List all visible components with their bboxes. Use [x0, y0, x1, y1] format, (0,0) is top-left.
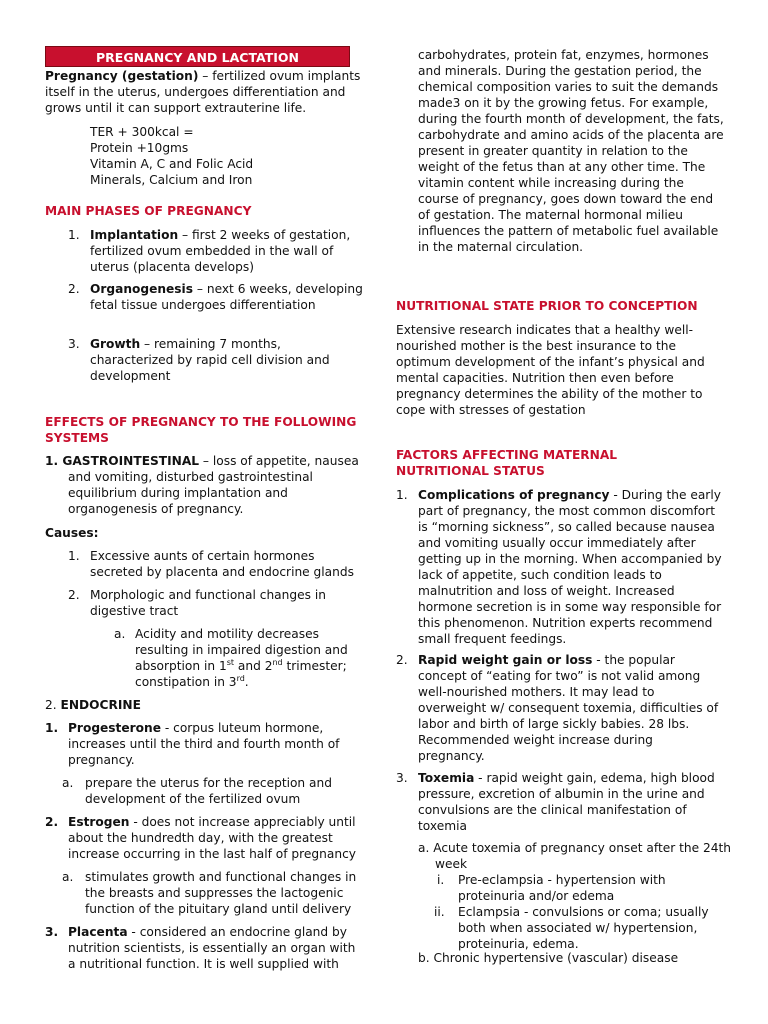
endocrine-sub-item [62, 869, 364, 917]
causes-label: Causes: [45, 526, 99, 540]
toxemia-sub-text: Pre-eclampsia - hypertension with proteinuria and/or edema [458, 873, 666, 903]
endocrine-item-term: Progesterone [68, 721, 161, 735]
toxemia-sub-label: i. [437, 873, 445, 887]
endocrine-item [45, 814, 367, 862]
endocrine-item-number: 1. [45, 721, 59, 735]
phase-number: 3. [68, 337, 80, 351]
endocrine-sub-text: prepare the uterus for the reception and development of the fertilized ovum [85, 776, 332, 806]
cause-sub-label: a. [114, 627, 126, 641]
endocrine-item-text: - does not increase appreciably until about the hundredth day, with the greatest increase occurring in the last half of pregnancy [68, 815, 356, 861]
placenta-continued: carbohydrates, protein fat, enzymes, hormones and minerals. During the gestation period, the chemical composition varies to suit the demands made3 on it by the growing fetus. For example, during the fourth month of development, the fats, carbohydrate and amino acids of the placenta are present in greater quantity in relation to the weight of the fetus than at any other time. The vitamin content while increasing during the course of pregnancy, goes down toward the end of gestation. The maternal hormonal milieu influences the pattern of metabolic fuel available in the maternal circulation. [418, 48, 724, 254]
requirement-line: Protein +10gms [90, 141, 189, 155]
factor-text: - During the early part of pregnancy, the most common discomfort is “morning sickness”, so called because nausea and vomiting usually occur immediately after getting up in the morning. When accompanied by lack of appetite, such condition leads to malnutrition and loss of weight. Increased hormone secretion is in some way responsible for this phenomenon. Nutrition experts recommend small frequent feedings. [418, 488, 722, 646]
superscript: rd [236, 673, 245, 683]
toxemia-sub-item [437, 872, 727, 904]
endocrine-item-number: 2. [45, 815, 59, 829]
gi-text: – loss of appetite, nausea and vomiting, disturbed gastrointestinal equilibrium during implantation and organogenesis of pregnancy. [68, 454, 359, 516]
cause-sub-item [114, 626, 364, 690]
phase-text: – first 2 weeks of gestation, fertilized ovum embedded in the wall of uterus (placenta develops) [90, 228, 351, 274]
endocrine-sub-text: stimulates growth and functional changes in the breasts and suppresses the lactogenic function of the pituitary gland until delivery [85, 870, 357, 916]
factor-item [396, 652, 720, 764]
phases-heading: MAIN PHASES OF PREGNANCY [45, 204, 252, 218]
factor-text: - rapid weight gain, edema, high blood pressure, excretion of albumin in the urine and convulsions are the clinical manifestation of toxemia [418, 771, 715, 833]
endocrine-item [45, 720, 363, 768]
requirement-line: TER + 300kcal = [90, 125, 194, 139]
toxemia-sub-text: Eclampsia - convulsions or coma; usually both when associated w/ hypertension, proteinuria, edema. [458, 905, 709, 951]
cause-sub-text: trimester; constipation in 3 [135, 659, 347, 689]
phase-item [68, 281, 363, 313]
intro-text: – fertilized ovum implants itself in the uterus, undergoes differentiation and grows until it can support extrauterine life. [45, 69, 361, 115]
toxemia-sub-label: ii. [434, 905, 445, 919]
intro-term: Pregnancy (gestation) [45, 69, 199, 83]
endocrine-heading [45, 697, 141, 713]
requirements-list [90, 124, 350, 188]
endocrine-item-text: - considered an endocrine gland by nutrition scientists, is essentially an organ with a nutritional function. It is well supplied with [68, 925, 356, 971]
endocrine-sub-item [62, 775, 364, 807]
phase-number: 1. [68, 228, 80, 242]
phase-term: Implantation [90, 228, 179, 242]
cause-number: 1. [68, 549, 80, 563]
gi-term: GASTROINTESTINAL [62, 454, 200, 468]
factor-term: Complications of pregnancy [418, 488, 610, 502]
factor-term: Rapid weight gain or loss [418, 653, 593, 667]
factor-number: 1. [396, 488, 408, 502]
phase-item [68, 227, 363, 275]
intro-paragraph [45, 68, 363, 116]
phase-text: – next 6 weeks, developing fetal tissue undergoes differentiation [90, 282, 363, 312]
cause-number: 2. [68, 588, 80, 602]
prior-text: Extensive research indicates that a healthy well-nourished mother is the best insurance to the optimum development of the infant’s physical and mental capacities. Nutrition then even before pregnancy determines the ability of the mother to cope with stresses of gestation [396, 323, 705, 417]
toxemia-acute: a. Acute toxemia of pregnancy onset after the 24th week [418, 841, 732, 871]
endocrine-item-term: Placenta [68, 925, 128, 939]
requirement-line: Vitamin A, C and Folic Acid [90, 157, 254, 171]
factors-heading: FACTORS AFFECTING MATERNAL NUTRITIONAL STATUS [396, 448, 618, 478]
cause-item [68, 548, 363, 580]
endocrine-item-text: - corpus luteum hormone, increases until the third and fourth month of pregnancy. [68, 721, 340, 767]
phase-term: Growth [90, 337, 141, 351]
cause-sub-text: and 2 [234, 659, 273, 673]
endocrine-sub-label: a. [62, 870, 74, 884]
phase-text: – remaining 7 months, characterized by rapid cell division and development [90, 337, 330, 383]
factor-item [396, 487, 726, 647]
factor-item [396, 770, 716, 834]
endocrine-item-number: 3. [45, 925, 59, 939]
phase-item [68, 336, 363, 384]
cause-item [68, 587, 363, 619]
factor-number: 2. [396, 653, 408, 667]
endocrine-item [45, 924, 363, 972]
cause-text: Morphologic and functional changes in digestive tract [90, 588, 326, 618]
toxemia-sub-item [434, 904, 727, 952]
gi-number: 1. [45, 454, 59, 468]
endocrine-number: 2. [45, 698, 57, 712]
cause-sub-text: . [244, 675, 249, 689]
endocrine-term: ENDOCRINE [60, 698, 141, 712]
superscript: st [226, 657, 235, 667]
superscript: nd [272, 657, 283, 667]
requirement-line: Minerals, Calcium and Iron [90, 173, 253, 187]
factor-term: Toxemia [418, 771, 475, 785]
prior-heading: NUTRITIONAL STATE PRIOR TO CONCEPTION [396, 299, 698, 313]
endocrine-sub-label: a. [62, 776, 74, 790]
cause-sub-text: Acidity and motility decreases resulting in impaired digestion and absorption in 1 [135, 627, 348, 673]
title-banner: PREGNANCY AND LACTATION [45, 46, 350, 67]
factor-text: - the popular concept of “eating for two” is not valid among well-nourished mothers. It may lead to overweight w/ consequent toxemia, difficulties of labor and birth of large sickly babies. 28 lbs. Recommended weight increase during pregnancy. [418, 653, 719, 763]
phase-number: 2. [68, 282, 80, 296]
phase-term: Organogenesis [90, 282, 193, 296]
gi-item [45, 453, 363, 517]
factor-number: 3. [396, 771, 408, 785]
effects-heading: EFFECTS OF PREGNANCY TO THE FOLLOWING SYSTEMS [45, 415, 357, 445]
toxemia-chronic: b. Chronic hypertensive (vascular) disease [418, 951, 679, 965]
endocrine-item-term: Estrogen [68, 815, 130, 829]
cause-text: Excessive aunts of certain hormones secreted by placenta and endocrine glands [90, 549, 354, 579]
